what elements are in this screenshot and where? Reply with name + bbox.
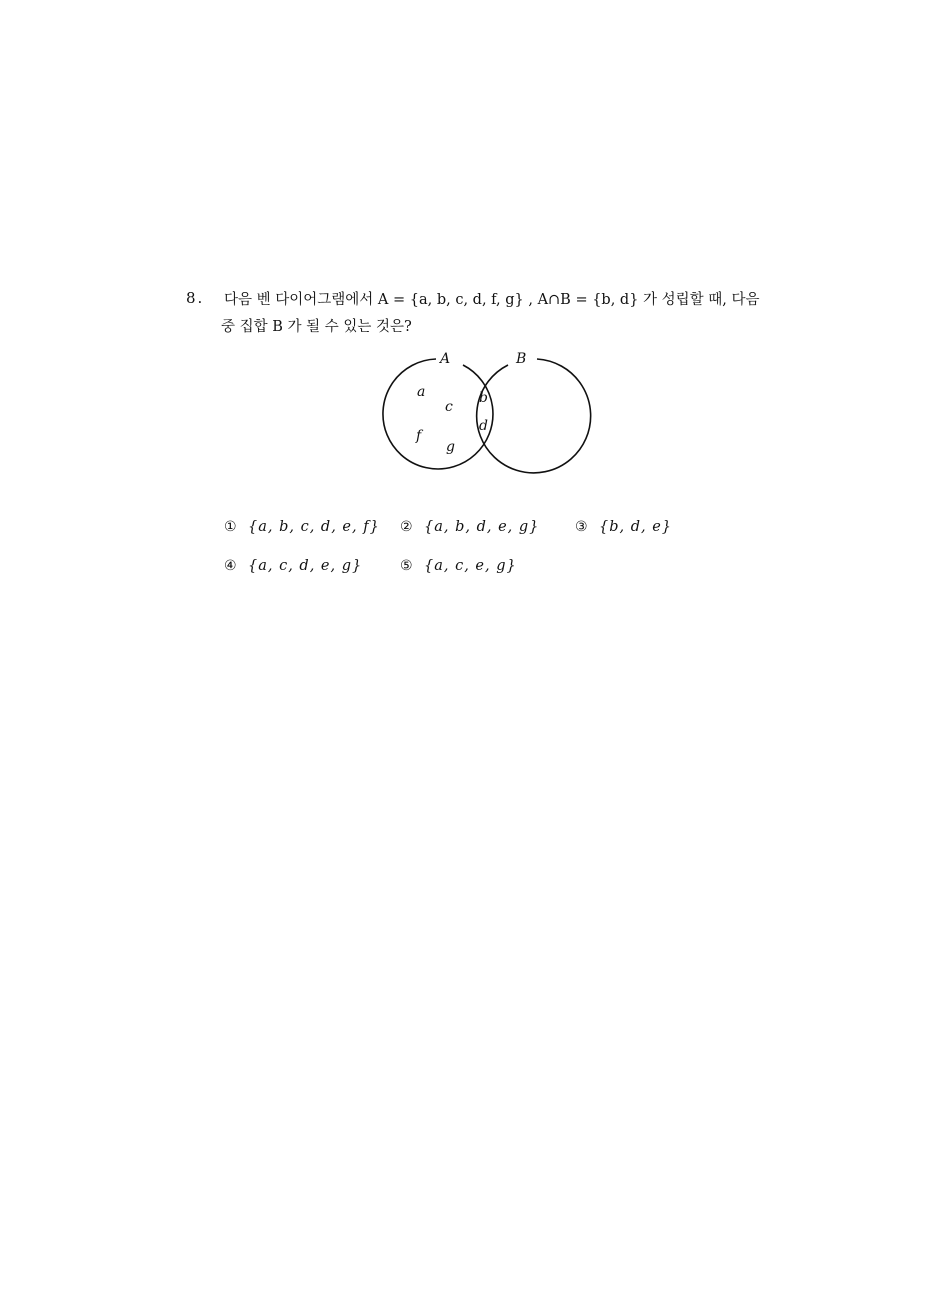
- choice-number: ①: [224, 519, 237, 535]
- choice-2[interactable]: [400, 517, 539, 537]
- choice-number: ④: [224, 558, 237, 574]
- element-c: c: [445, 399, 453, 415]
- question-number: 8.: [186, 289, 205, 307]
- choice-1[interactable]: [224, 517, 380, 537]
- element-a: a: [417, 384, 426, 400]
- element-f: f: [416, 428, 422, 444]
- choice-set: {a, c, e, g}: [424, 558, 517, 574]
- choice-number: ⑤: [400, 558, 413, 574]
- element-b: b: [479, 390, 488, 406]
- choice-4[interactable]: [224, 556, 362, 576]
- choice-set: {a, b, d, e, g}: [424, 519, 540, 535]
- question-text-line-2: 중 집합 B 가 될 수 있는 것은?: [221, 319, 412, 335]
- element-g: g: [446, 439, 455, 455]
- choice-number: ②: [400, 519, 413, 535]
- set-a-label: A: [440, 351, 451, 367]
- set-b-circle: [477, 359, 591, 473]
- choice-number: ③: [575, 519, 588, 535]
- question-text-line-1: 다음 벤 다이어그램에서 A = {a, b, c, d, f, g} , A∩B = {b, d} 가 성립할 때, 다음: [224, 292, 760, 308]
- choice-5[interactable]: [400, 556, 517, 576]
- choice-set: {b, d, e}: [599, 519, 673, 535]
- choice-3[interactable]: [575, 517, 672, 537]
- choice-set: {a, c, d, e, g}: [248, 558, 363, 574]
- venn-diagram: [370, 340, 600, 480]
- set-b-label: B: [516, 351, 527, 367]
- choice-set: {a, b, c, d, e, f}: [248, 519, 380, 535]
- element-d: d: [479, 418, 488, 434]
